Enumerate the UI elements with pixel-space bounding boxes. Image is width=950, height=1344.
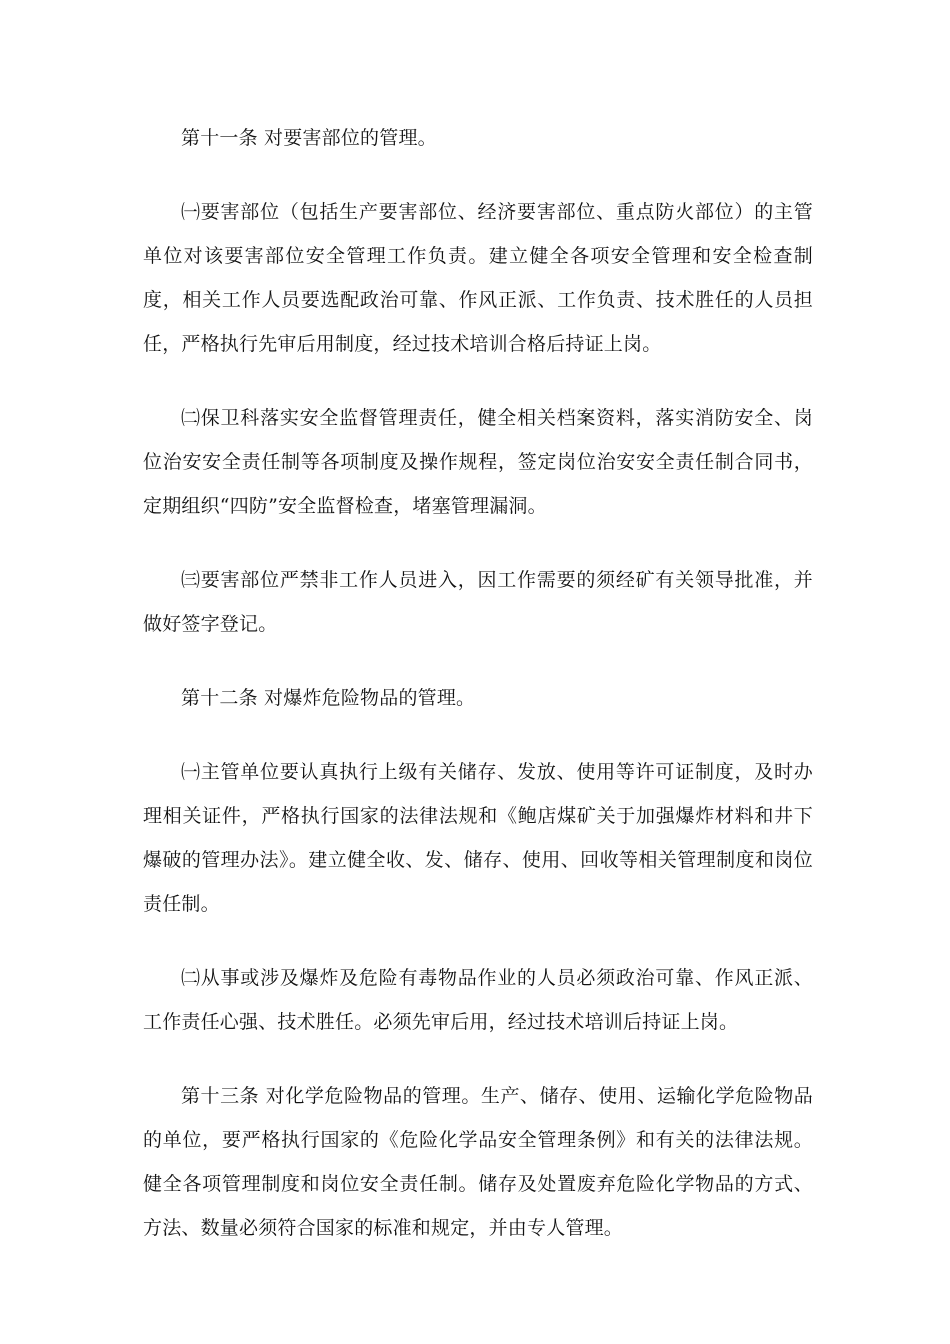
article-11-heading: 第十一条 对要害部位的管理。 [181, 127, 437, 149]
article-11-clause-1: ㈠要害部位（包括生产要害部位、经济要害部位、重点防火部位）的主管单位对该要害部位安全管理工作负责。建立健全各项安全管理和安全检查制度，相关工作人员要选配政治可靠、作风正派、工作负责、技术胜任的人员担任，严格执行先审后用制度，经过技术培训合格后持证上岗。 [143, 201, 813, 355]
article-12-clause-1: ㈠主管单位要认真执行上级有关储存、发放、使用等许可证制度，及时办理相关证件，严格执行国家的法律法规和《鲍店煤矿关于加强爆炸材料和井下爆破的管理办法》。建立健全收、发、储存、使用、回收等相关管理制度和岗位责任制。 [143, 761, 813, 915]
document-body [143, 116, 813, 1280]
article-13-paragraph: 第十三条 对化学危险物品的管理。生产、储存、使用、运输化学危险物品的单位，要严格执行国家的《危险化学品安全管理条例》和有关的法律法规。健全各项管理制度和岗位安全责任制。储存及处置废弃危险化学物品的方式、方法、数量必须符合国家的标准和规定，并由专人管理。 [143, 1085, 813, 1239]
article-12-heading: 第十二条 对爆炸危险物品的管理。 [181, 687, 476, 709]
article-11-clause-2: ㈡保卫科落实安全监督管理责任，健全相关档案资料，落实消防安全、岗位治安安全责任制等各项制度及操作规程，签定岗位治安安全责任制合同书，定期组织“四防”安全监督检查，堵塞管理漏洞。 [143, 407, 813, 517]
article-11-clause-3: ㈢要害部位严禁非工作人员进入，因工作需要的须经矿有关领导批准，并做好签字登记。 [143, 569, 813, 635]
article-12-clause-2: ㈡从事或涉及爆炸及危险有毒物品作业的人员必须政治可靠、作风正派、工作责任心强、技术胜任。必须先审后用，经过技术培训后持证上岗。 [143, 967, 813, 1033]
